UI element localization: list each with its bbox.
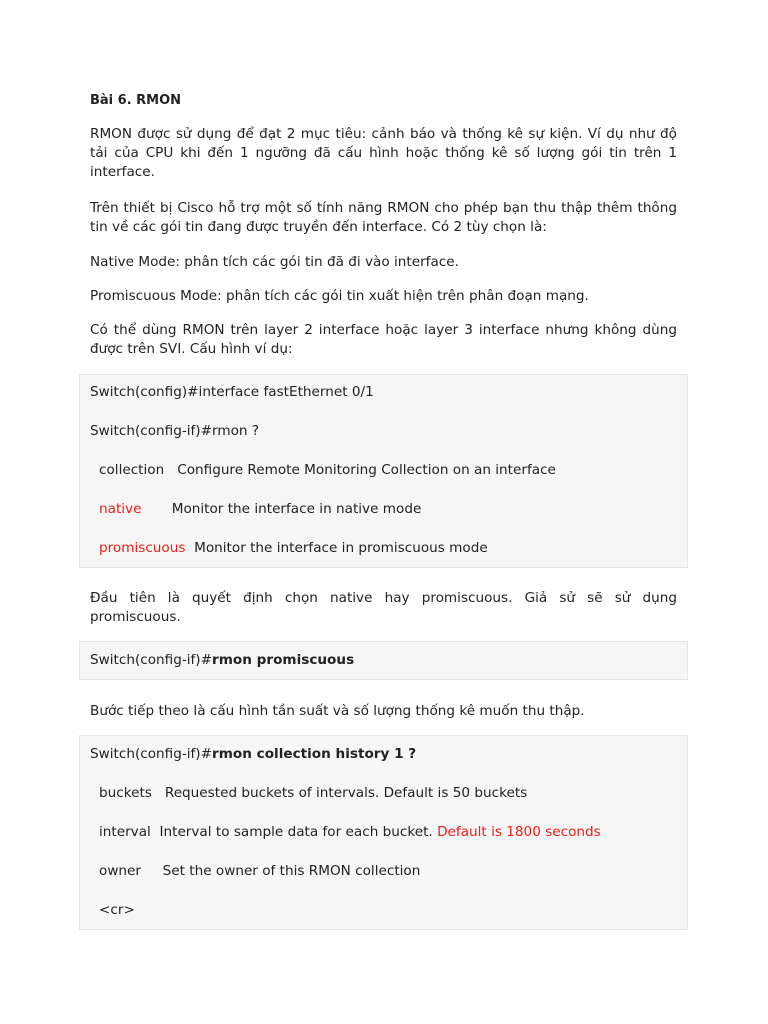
code-option-buckets [99,784,527,803]
option-description: Set the owner of this RMON collection [162,863,421,879]
text-line: interface. [90,164,155,180]
option-keyword: interval [99,824,151,840]
text-line: RMON được sử dụng để đạt 2 mục tiêu: cảnh báo và thống kê sự kiện. Ví dụ như độ [90,126,677,142]
code-command: rmon collection history 1 ? [212,746,417,762]
code-option-cr: <cr> [99,902,135,918]
option-keyword: promiscuous [99,540,186,556]
text-line: tin về các gói tin đang được truyền đến interface. Có 2 tùy chọn là: [90,219,547,235]
paragraph-native-mode: Native Mode: phân tích các gói tin đã đi vào interface. [90,254,459,270]
paragraph-promiscuous-mode: Promiscuous Mode: phân tích các gói tin xuất hiện trên phân đoạn mạng. [90,288,589,304]
code-option-owner [99,862,420,881]
paragraph-choose-mode [90,589,677,627]
option-keyword: native [99,501,142,517]
code-block-collection-history [79,735,688,930]
option-keyword: owner [99,863,142,879]
paragraph-rmon-purpose [90,125,677,182]
text-line: promiscuous. [90,609,181,625]
code-option-collection [99,461,556,480]
text-line: Trên thiết bị Cisco hỗ trợ một số tính năng RMON cho phép bạn thu thập thêm thông [90,200,677,216]
option-description: Requested buckets of intervals. Default is 50 buckets [164,785,528,801]
paragraph-next-step: Bước tiếp theo là cấu hình tần suất và số lượng thống kê muốn thu thập. [90,703,585,719]
text-line: được trên SVI. Cấu hình ví dụ: [90,341,293,357]
text-line: Có thể dùng RMON trên layer 2 interface hoặc layer 3 interface nhưng không dùng [90,322,677,338]
code-block-rmon-options [79,374,688,568]
text-line: Đầu tiên là quyết định chọn native hay promiscuous. Giả sử sẽ sử dụng [90,590,677,606]
paragraph-cisco-support [90,199,677,237]
paragraph-layer-usage [90,321,677,359]
code-option-interval [99,823,601,842]
option-description: Configure Remote Monitoring Collection on an interface [177,462,556,478]
option-description: Interval to sample data for each bucket. [159,824,433,840]
code-command: rmon promiscuous [212,652,355,668]
code-block-rmon-promiscuous [79,641,688,680]
option-keyword: buckets [99,785,152,801]
code-option-native [99,500,421,519]
section-title: Bài 6. RMON [90,93,182,108]
code-line [90,651,354,670]
code-line: Switch(config)#interface fastEthernet 0/1 [90,384,374,400]
code-line: Switch(config-if)#rmon ? [90,423,260,439]
code-prompt: Switch(config-if)# [90,746,213,762]
code-prompt: Switch(config-if)# [90,652,213,668]
option-default-value: Default is 1800 seconds [437,824,601,840]
option-description: Monitor the interface in native mode [171,501,422,517]
option-description: Monitor the interface in promiscuous mode [194,540,488,556]
code-line [90,745,416,764]
option-keyword: collection [99,462,165,478]
code-option-promiscuous [99,539,488,558]
text-line: tải của CPU khi đến 1 ngưỡng đã cấu hình hoặc thống kê số lượng gói tin trên 1 [90,145,677,161]
